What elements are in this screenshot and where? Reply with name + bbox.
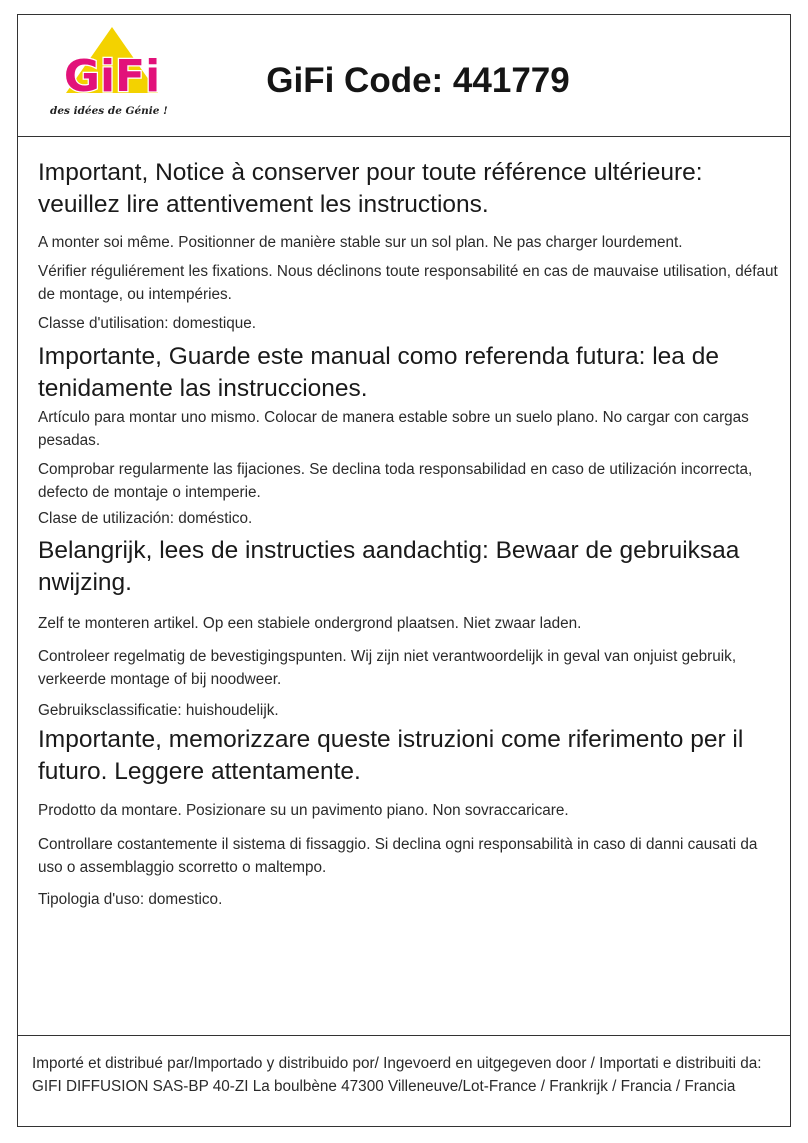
section-paragraph: Gebruiksclassificatie: huishoudelijk. xyxy=(38,702,279,719)
product-code-title: GiFi Code: 441779 xyxy=(266,61,570,100)
section-heading: Importante, memorizzare queste istruzioni come riferimento per il futuro. Leggere attentamente. xyxy=(38,726,744,785)
logo-wordmark: GiFi xyxy=(63,51,161,102)
section-heading: Belangrijk, lees de instructies aandachtig: Bewaar de gebruiksaa nwijzing. xyxy=(38,537,740,596)
gifi-logo xyxy=(46,27,168,119)
section-paragraph: Vérifier réguliérement les fixations. Nous déclinons toute responsabilité en cas de mauvaise utilisation, défaut de montage, ou intempéries. xyxy=(38,263,778,303)
section-paragraph: Artículo para montar uno mismo. Colocar de manera estable sobre un suelo plano. No cargar con cargas pesadas. xyxy=(38,409,749,449)
section-paragraph: A monter soi même. Positionner de manière stable sur un sol plan. Ne pas charger lourdement. xyxy=(38,234,683,251)
instructions-content xyxy=(38,157,780,911)
section-paragraph: Zelf te monteren artikel. Op een stabiele ondergrond plaatsen. Niet zwaar laden. xyxy=(38,615,582,632)
document-footer xyxy=(18,1035,790,1127)
section-paragraph: Clase de utilización: doméstico. xyxy=(38,510,253,527)
section-spanish xyxy=(38,341,780,530)
section-paragraph: Classe d'utilisation: domestique. xyxy=(38,315,257,332)
section-paragraph: Tipologia d'uso: domestico. xyxy=(38,891,223,908)
document-frame xyxy=(17,14,791,1127)
section-italian xyxy=(38,724,780,911)
distributor-info: Importé et distribué par/Importado y distribuido por/ Ingevoerd en uitgegeven door / Importati e distribuiti da: GIFI DIFFUSION SAS-BP 40-ZI La boulbène 47300 Villeneuve/Lot-France / Frankrijk / Francia / Francia xyxy=(32,1055,762,1095)
document-header xyxy=(18,15,790,137)
section-heading: Importante, Guarde este manual como referenda futura: lea de tenidamente las instrucciones. xyxy=(38,343,719,402)
section-french xyxy=(38,157,780,335)
section-paragraph: Prodotto da montare. Posizionare su un pavimento piano. Non sovraccaricare. xyxy=(38,802,569,819)
logo-tagline: des idées de Génie ! xyxy=(50,105,168,117)
section-paragraph: Controleer regelmatig de bevestigingspunten. Wij zijn niet verantwoordelijk in geval van onjuist gebruik, verkeerde montage of bij noodweer. xyxy=(38,648,737,688)
section-paragraph: Controllare costantemente il sistema di fissaggio. Si declina ogni responsabilità in caso di danni causati da uso o assemblaggio scorretto o maltempo. xyxy=(38,836,758,876)
section-paragraph: Comprobar regularmente las fijaciones. Se declina toda responsabilidad en caso de utilización incorrecta, defecto de montaje o intemperie. xyxy=(38,461,753,501)
section-dutch xyxy=(38,535,780,722)
section-heading: Important, Notice à conserver pour toute référence ultérieure: veuillez lire attentivement les instructions. xyxy=(38,159,703,218)
